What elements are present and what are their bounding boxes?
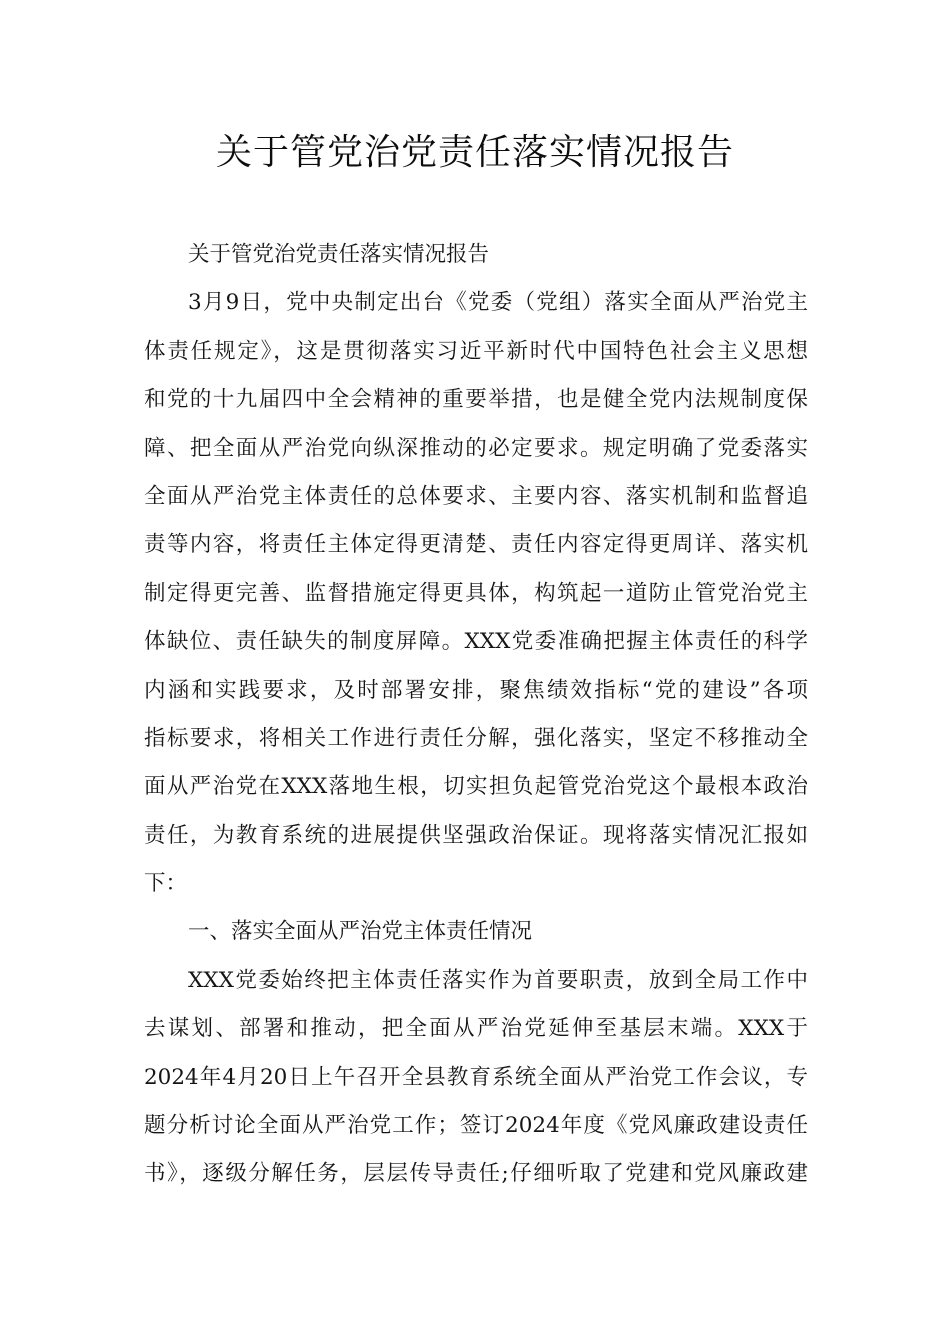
document-body [144, 231, 808, 1199]
paragraph-line: 全面从严治党主体责任的总体要求、主要内容、落实机制和监督追 [144, 483, 808, 509]
document-title: 关于管党治党责任落实情况报告 [215, 132, 734, 173]
paragraph-line: 去谋划、部署和推动，把全面从严治党延伸至基层末端。XXX于 [144, 1016, 808, 1042]
paragraph-line: 制定得更完善、监督措施定得更具体，构筑起一道防止管党治党主 [144, 580, 808, 606]
paragraph-line: 责任，为教育系统的进展提供坚强政治保证。现将落实情况汇报如 [144, 822, 808, 848]
paragraph-line: 下： [144, 871, 188, 897]
paragraph-line: XXX党委始终把主体责任落实作为首要职责，放到全局工作中 [188, 967, 808, 993]
paragraph-line: 和党的十九届四中全会精神的重要举措，也是健全党内法规制度保 [144, 387, 808, 413]
subtitle-line: 关于管党治党责任落实情况报告 [188, 242, 490, 267]
paragraph-line: 障、把全面从严治党向纵深推动的必定要求。规定明确了党委落实 [144, 435, 808, 461]
paragraph-line: 体责任规定》，这是贯彻落实习近平新时代中国特色社会主义思想 [144, 338, 808, 364]
paragraph-line: 3月9日，党中央制定出台《党委（党组）落实全面从严治党主 [188, 290, 808, 316]
paragraph-line: 内涵和实践要求，及时部署安排，聚焦绩效指标“党的建设”各项 [144, 677, 808, 703]
paragraph-line: 书》，逐级分解任务，层层传导责任;仔细听取了党建和党风廉政建 [144, 1161, 808, 1187]
paragraph-line: 责等内容，将责任主体定得更清楚、责任内容定得更周详、落实机 [144, 532, 808, 558]
paragraph-line: 指标要求，将相关工作进行责任分解，强化落实，坚定不移推动全 [144, 725, 808, 751]
paragraph-line: 体缺位、责任缺失的制度屏障。XXX党委准确把握主体责任的科学 [144, 629, 808, 655]
paragraph-line: 面从严治党在XXX落地生根，切实担负起管党治党这个最根本政治 [144, 774, 808, 800]
paragraph-line: 2024年4月20日上午召开全县教育系统全面从严治党工作会议，专 [144, 1064, 808, 1090]
section-heading: 一、落实全面从严治党主体责任情况 [188, 919, 533, 945]
paragraph-line: 题分析讨论全面从严治党工作；签订2024年度《党风廉政建设责任 [144, 1113, 808, 1139]
